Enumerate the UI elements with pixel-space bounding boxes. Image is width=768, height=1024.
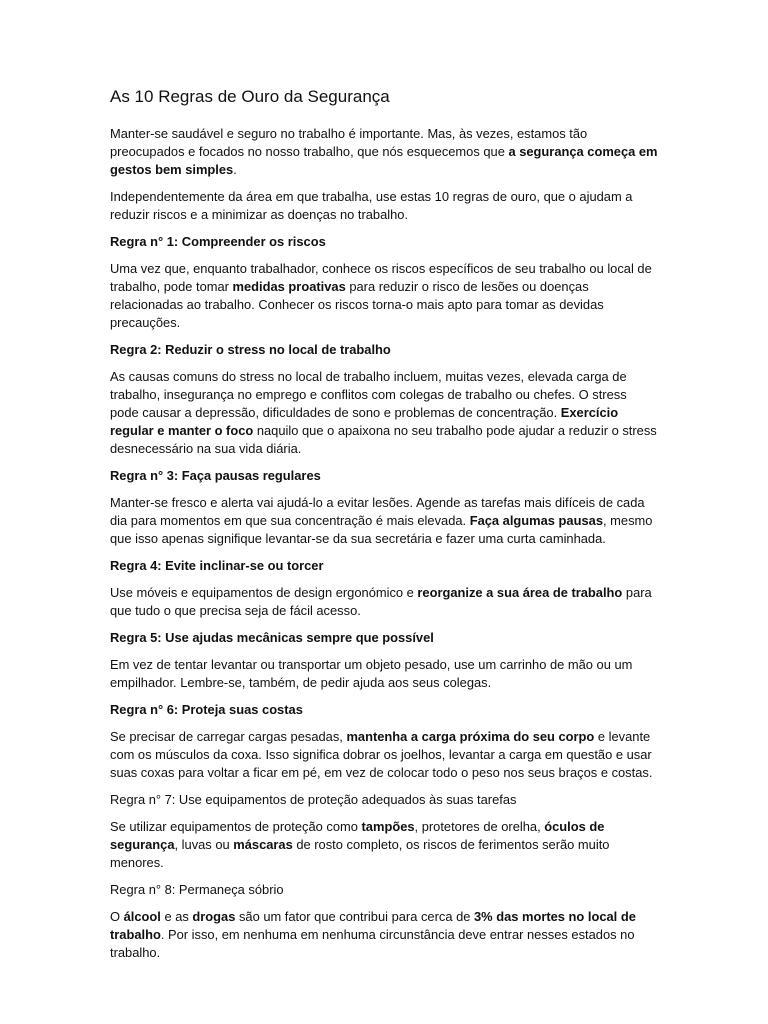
section-heading: Regra n° 3: Faça pausas regulares [110, 468, 321, 483]
text-run: As causas comuns do stress no local de trabalho incluem, muitas vezes, elevada carga de trabalho, insegurança no emprego e conflitos com colegas de trabalho ou chefes. O stress pode causar a depressão, dificuldades de sono e problemas de concentração. [110, 369, 627, 420]
text-run: Use móveis e equipamentos de design ergonómico e [110, 585, 418, 600]
body-paragraph [110, 260, 658, 332]
bold-text-run: óculos de segurança [110, 819, 605, 852]
section-heading: Regra n° 8: Permaneça sóbrio [110, 882, 284, 897]
text-run: Independentemente da área em que trabalha, use estas 10 regras de ouro, que o ajudam a reduzir riscos e a minimizar as doenças no trabalho. [110, 189, 633, 222]
document-page [110, 86, 658, 971]
bold-text-run: máscaras [233, 837, 293, 852]
text-run: Se precisar de carregar cargas pesadas, [110, 729, 347, 744]
section-heading: Regra 2: Reduzir o stress no local de trabalho [110, 342, 391, 357]
text-run: para que tudo o que precisa seja de fácil acesso. [110, 585, 652, 618]
text-run: e levante com os músculos da coxa. Isso significa dobrar os joelhos, levantar a carga em questão e usar suas coxas para voltar a ficar em pé, em vez de colocar todo o peso nos seus braços e costas. [110, 729, 653, 780]
section-heading: Regra n° 7: Use equipamentos de proteção adequados às suas tarefas [110, 792, 517, 807]
section-heading: Regra n° 6: Proteja suas costas [110, 702, 303, 717]
text-run: Manter-se fresco e alerta vai ajudá-lo a evitar lesões. Agende as tarefas mais difíceis de cada dia para momentos em que sua concentração é mais elevada. [110, 495, 645, 528]
text-run: para reduzir o risco de lesões ou doenças relacionadas ao trabalho. Conhecer os riscos torna-o mais apto para tomar as devidas precauções. [110, 279, 604, 330]
body-paragraph [110, 494, 658, 548]
bold-text-run: 3% das mortes no local de trabalho [110, 909, 636, 942]
text-run: naquilo que o apaixona no seu trabalho pode ajudar a reduzir o stress desnecessário na sua vida diária. [110, 423, 657, 456]
text-run: e as [160, 909, 193, 924]
document-body [110, 125, 658, 962]
body-paragraph [110, 818, 658, 872]
bold-text-run: Faça algumas pausas [469, 513, 603, 528]
bold-text-run: a segurança começa em gestos bem simples [110, 144, 658, 177]
text-run: , luvas ou [174, 837, 234, 852]
text-run: Uma vez que, enquanto trabalhador, conhece os riscos específicos de seu trabalho ou local de trabalho, pode tomar [110, 261, 652, 294]
bold-text-run: drogas [192, 909, 236, 924]
text-run: , protetores de orelha, [414, 819, 545, 834]
text-run: de rosto completo, os riscos de ferimentos serão muito menores. [110, 837, 610, 870]
bold-text-run: álcool [123, 909, 161, 924]
bold-text-run: tampões [361, 819, 415, 834]
body-paragraph [110, 584, 658, 620]
text-run: . [233, 162, 237, 177]
body-paragraph [110, 368, 658, 458]
section-heading: Regra n° 1: Compreender os riscos [110, 234, 326, 249]
document-title: As 10 Regras de Ouro da Segurança [110, 87, 390, 106]
text-run: . Por isso, em nenhuma em nenhuma circunstância deve entrar nesses estados no trabalho. [110, 927, 635, 960]
bold-text-run: mantenha a carga próxima do seu corpo [346, 729, 595, 744]
bold-text-run: reorganize a sua área de trabalho [417, 585, 623, 600]
text-run: Se utilizar equipamentos de proteção como [110, 819, 362, 834]
text-run: Manter-se saudável e seguro no trabalho é importante. Mas, às vezes, estamos tão preocupados e focados no nosso trabalho, que nós esquecemos que [110, 126, 588, 159]
text-run: , mesmo que isso apenas signifique levantar-se da sua secretária e fazer uma curta caminhada. [110, 513, 653, 546]
body-paragraph [110, 656, 658, 692]
bold-text-run: Exercício regular e manter o foco [110, 405, 619, 438]
section-heading: Regra 4: Evite inclinar-se ou torcer [110, 558, 324, 573]
body-paragraph [110, 728, 658, 782]
text-run: são um fator que contribui para cerca de [235, 909, 474, 924]
bold-text-run: medidas proativas [232, 279, 346, 294]
section-heading: Regra 5: Use ajudas mecânicas sempre que possível [110, 630, 434, 645]
text-run: O [110, 909, 124, 924]
text-run: Em vez de tentar levantar ou transportar um objeto pesado, use um carrinho de mão ou um empilhador. Lembre-se, também, de pedir ajuda aos seus colegas. [110, 657, 633, 690]
body-paragraph [110, 125, 658, 179]
body-paragraph [110, 188, 658, 224]
body-paragraph [110, 908, 658, 962]
